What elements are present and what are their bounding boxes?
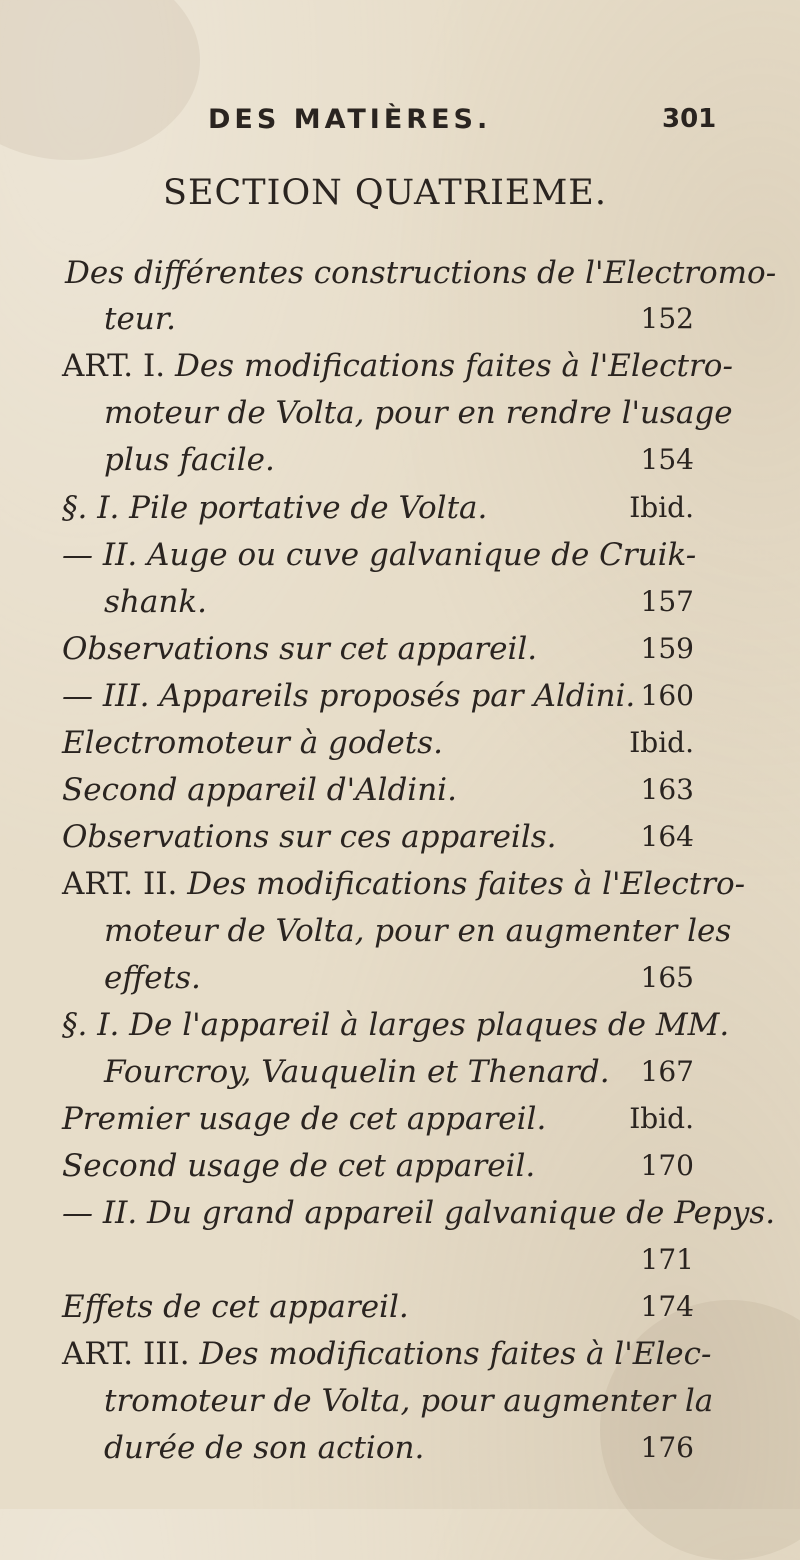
toc-line-text: durée de son action. [104, 1430, 425, 1466]
toc-page-ref: 165 [640, 961, 694, 994]
toc-line [0, 955, 800, 1003]
toc-line-text: teur. [104, 301, 177, 337]
toc-page-ref: 167 [640, 1055, 694, 1088]
toc-line-text: — II. Du grand appareil galvanique de Pepys. [62, 1195, 776, 1231]
toc-line [0, 626, 800, 674]
toc-line [0, 1378, 800, 1426]
toc-line-text: Fourcroy, Vauquelin et Thenard. [104, 1054, 610, 1090]
toc-line-text [62, 343, 733, 389]
toc-line [0, 720, 800, 768]
toc-line [0, 814, 800, 862]
article-title: Des modifications faites à l'Electro- [174, 348, 733, 384]
toc-line [0, 296, 800, 344]
toc-line-text: Observations sur cet appareil. [62, 631, 538, 667]
toc-page-ref: 171 [640, 1243, 694, 1276]
toc-page-ref: Ibid. [629, 491, 694, 524]
toc-line [0, 1002, 800, 1050]
toc-line [0, 908, 800, 956]
toc-line [0, 1425, 800, 1473]
toc-line [0, 861, 800, 909]
toc-line-text: Effets de cet appareil. [62, 1289, 409, 1325]
toc-line-text: plus facile. [104, 442, 275, 478]
article-title: Des modifications faites à l'Elec- [199, 1336, 712, 1372]
section-title: SECTION QUATRIEME. [163, 173, 607, 213]
toc-line [0, 1049, 800, 1097]
toc-line-text: Second appareil d'Aldini. [62, 772, 457, 808]
toc-line [0, 767, 800, 815]
toc-line [0, 1237, 800, 1285]
article-label: ART. I. [62, 348, 166, 384]
article-label: ART. II. [62, 866, 178, 902]
toc-page-ref: 164 [640, 820, 694, 853]
toc-page-ref: 157 [640, 585, 694, 618]
toc-line-text: effets. [104, 960, 201, 996]
toc-line [0, 437, 800, 485]
toc-page-ref: Ibid. [629, 1102, 694, 1135]
toc-line [0, 1190, 800, 1238]
toc-line-text [62, 1331, 711, 1377]
toc-page-ref: 176 [640, 1431, 694, 1464]
toc-page-ref: 160 [640, 679, 694, 712]
toc-line-text: Electromoteur à godets. [62, 725, 443, 761]
toc-page-ref: 163 [640, 773, 694, 806]
toc-page-ref: 170 [640, 1149, 694, 1182]
toc-line [0, 1284, 800, 1332]
article-label: ART. III. [62, 1336, 190, 1372]
article-title: Des modifications faites à l'Electro- [187, 866, 746, 902]
toc-page-ref: 152 [640, 302, 694, 335]
toc-line-text: moteur de Volta, pour en augmenter les [104, 913, 732, 949]
toc-line [0, 1331, 800, 1379]
toc-line-text: Des différentes constructions de l'Electromo- [65, 255, 777, 291]
toc-line [0, 673, 800, 721]
toc-line-text: shank. [104, 584, 207, 620]
page-header [0, 100, 800, 150]
running-title: DES MATIÈRES. [208, 104, 492, 135]
toc-line [0, 532, 800, 580]
toc-line-text: Second usage de cet appareil. [62, 1148, 536, 1184]
toc-line [0, 1143, 800, 1191]
toc-line [0, 250, 800, 298]
toc-page-ref: 154 [640, 443, 694, 476]
toc-line-text: tromoteur de Volta, pour augmenter la [104, 1383, 714, 1419]
toc-page-ref: 159 [640, 632, 694, 665]
page-number: 301 [662, 104, 717, 134]
toc-page-ref: Ibid. [629, 726, 694, 759]
toc-line-text: — III. Appareils proposés par Aldini. [62, 678, 636, 714]
toc-line [0, 390, 800, 438]
toc-page-ref: 174 [640, 1290, 694, 1323]
toc-line-text [62, 861, 745, 907]
toc-line [0, 343, 800, 391]
toc-line-text: moteur de Volta, pour en rendre l'usage [104, 395, 733, 431]
toc-line [0, 579, 800, 627]
toc-line-text: Observations sur ces appareils. [62, 819, 557, 855]
toc-line-text: Premier usage de cet appareil. [62, 1101, 547, 1137]
toc-line [0, 485, 800, 533]
toc-line [0, 1096, 800, 1144]
toc-line-text: — II. Auge ou cuve galvanique de Cruik- [62, 537, 697, 573]
toc-line-text: §. I. Pile portative de Volta. [62, 490, 488, 526]
toc-line-text: §. I. De l'appareil à larges plaques de MM. [62, 1007, 730, 1043]
